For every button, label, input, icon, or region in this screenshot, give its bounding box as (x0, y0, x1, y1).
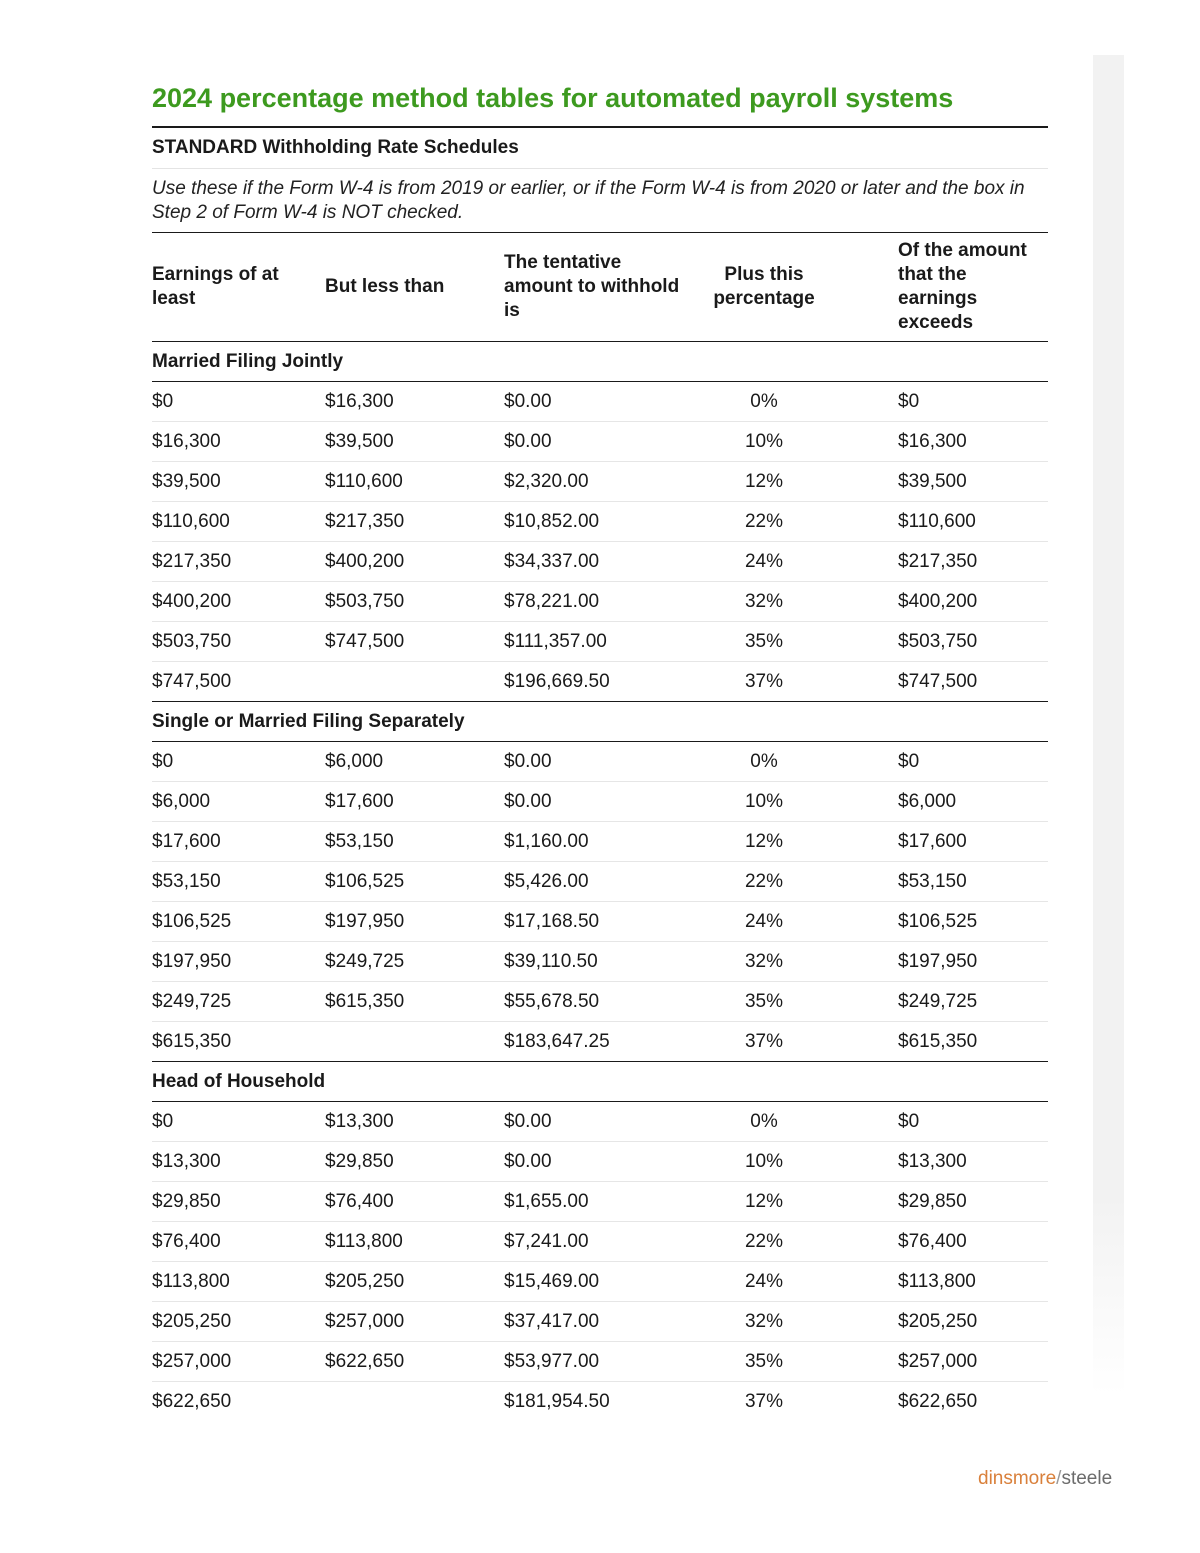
table-row (152, 1142, 1048, 1182)
cell-amount-exceeds: $0 (839, 1102, 1048, 1142)
table-row (152, 1102, 1048, 1142)
cell-but-less-than: $76,400 (325, 1182, 504, 1222)
cell-tentative-amount: $181,954.50 (504, 1390, 610, 1412)
cell-amount-exceeds: $400,200 (839, 582, 1048, 622)
table-row (152, 1382, 1048, 1422)
cell-percentage: 32% (689, 1302, 839, 1342)
cell-but-less-than: $747,500 (325, 622, 504, 662)
table-row (152, 1302, 1048, 1342)
usage-note: Use these if the Form W-4 is from 2019 or earlier, or if the Form W-4 is from 2020 or later and the box in Step 2 of Form W-4 is NOT checked. (152, 169, 1048, 233)
cell-amount-exceeds: $13,300 (839, 1142, 1048, 1182)
cell-tentative-amount: $39,110.50 (504, 942, 689, 982)
cell-amount-exceeds: $615,350 (839, 1022, 1048, 1062)
cell-percentage: 24% (689, 542, 839, 582)
cell-but-less-than: $110,600 (325, 462, 504, 502)
section-title: Single or Married Filing Separately (152, 702, 1048, 742)
cell-percentage: 22% (689, 1222, 839, 1262)
cell-earnings-at-least: $615,350 (152, 1022, 325, 1062)
cell-amount-exceeds: $257,000 (839, 1342, 1048, 1382)
cell-tentative-amount: $78,221.00 (504, 582, 689, 622)
cell-percentage: 35% (689, 982, 839, 1022)
cell-percentage: 0% (689, 742, 839, 782)
table-row (152, 502, 1048, 542)
cell-percentage: 24% (689, 1262, 839, 1302)
cell-percentage: 35% (689, 622, 839, 662)
cell-earnings-at-least: $0 (152, 382, 325, 422)
cell-amount-exceeds: $16,300 (839, 422, 1048, 462)
cell-tentative-amount: $1,655.00 (504, 1182, 689, 1222)
cell-percentage: 35% (689, 1342, 839, 1382)
cell-earnings-at-least: $400,200 (152, 582, 325, 622)
cell-amount-exceeds: $29,850 (839, 1182, 1048, 1222)
section-title: Head of Household (152, 1062, 1048, 1102)
cell-but-less-than: $17,600 (325, 782, 504, 822)
side-strip (1093, 55, 1124, 1395)
section-header-row (152, 702, 1048, 742)
table-row (152, 742, 1048, 782)
document (152, 80, 1048, 1421)
cell-but-less-than: $29,850 (325, 1142, 504, 1182)
cell-percentage: 0% (689, 382, 839, 422)
cell-percentage: 12% (689, 822, 839, 862)
cell-amount-exceeds: $113,800 (839, 1262, 1048, 1302)
table-row (152, 582, 1048, 622)
table-row (152, 982, 1048, 1022)
cell-but-less-than: $615,350 (325, 982, 504, 1022)
cell-percentage: 10% (689, 782, 839, 822)
cell-but-less-than: $197,950 (325, 902, 504, 942)
cell-earnings-at-least: $205,250 (152, 1302, 325, 1342)
cell-earnings-at-least: $6,000 (152, 782, 325, 822)
cell-tentative-amount: $55,678.50 (504, 982, 689, 1022)
cell-but-less-than: $503,750 (325, 582, 504, 622)
cell-tentative-amount: $0.00 (504, 1142, 689, 1182)
cell-earnings-at-least: $622,650 (152, 1390, 232, 1412)
cell-percentage: 22% (689, 502, 839, 542)
cell-but-less-than: $113,800 (325, 1222, 504, 1262)
cell-tentative-amount: $111,357.00 (504, 622, 689, 662)
cell-earnings-at-least: $113,800 (152, 1262, 325, 1302)
cell-earnings-at-least: $0 (152, 742, 325, 782)
cell-tentative-amount: $2,320.00 (504, 462, 689, 502)
column-header-tentative-amount: The tentative amount to withhold is (504, 233, 689, 342)
cell-but-less-than: $53,150 (325, 822, 504, 862)
cell-but-less-than: $217,350 (325, 502, 504, 542)
cell-earnings-at-least: $39,500 (152, 462, 325, 502)
table-row (152, 902, 1048, 942)
cell-but-less-than (325, 1382, 504, 1422)
cell-amount-exceeds: $17,600 (839, 822, 1048, 862)
table-row (152, 382, 1048, 422)
cell-tentative-amount: $196,669.50 (504, 662, 689, 702)
table-row (152, 422, 1048, 462)
cell-percentage: 37% (744, 1390, 784, 1412)
column-header-earnings-at-least: Earnings of at least (152, 233, 325, 342)
cell-earnings-at-least: $110,600 (152, 502, 325, 542)
cell-earnings-at-least: $17,600 (152, 822, 325, 862)
cell-percentage: 12% (689, 462, 839, 502)
withholding-table (152, 233, 1048, 1421)
cell-tentative-amount: $1,160.00 (504, 822, 689, 862)
cell-but-less-than: $6,000 (325, 742, 504, 782)
cell-earnings-at-least: $53,150 (152, 862, 325, 902)
section-header-row (152, 1062, 1048, 1102)
cell-amount-exceeds: $249,725 (839, 982, 1048, 1022)
cell-earnings-at-least: $249,725 (152, 982, 325, 1022)
table-row (152, 1222, 1048, 1262)
column-header-amount-exceeds: Of the amount that the earnings exceeds (839, 233, 1048, 342)
cell-percentage: 12% (689, 1182, 839, 1222)
table-row (152, 1022, 1048, 1062)
cell-earnings-at-least: $197,950 (152, 942, 325, 982)
table-row (152, 782, 1048, 822)
table-row (152, 1182, 1048, 1222)
cell-earnings-at-least: $217,350 (152, 542, 325, 582)
cell-amount-exceeds: $217,350 (839, 542, 1048, 582)
cell-amount-exceeds: $0 (839, 742, 1048, 782)
table-row (152, 1342, 1048, 1382)
cell-percentage: 22% (689, 862, 839, 902)
table-header-row (152, 233, 1048, 342)
cell-earnings-at-least: $16,300 (152, 422, 325, 462)
cell-earnings-at-least: $257,000 (152, 1342, 325, 1382)
cell-earnings-at-least: $76,400 (152, 1222, 325, 1262)
cell-amount-exceeds: $6,000 (839, 782, 1048, 822)
cell-percentage: 32% (689, 582, 839, 622)
cell-but-less-than: $205,250 (325, 1262, 504, 1302)
cell-percentage: 37% (689, 1022, 839, 1062)
cell-percentage: 10% (689, 1142, 839, 1182)
cell-amount-exceeds: $747,500 (839, 662, 1048, 702)
dinsmore-steele-logo: dinsmore/steele (978, 1468, 1113, 1489)
cell-but-less-than: $257,000 (325, 1302, 504, 1342)
cell-amount-exceeds: $53,150 (839, 862, 1048, 902)
cell-earnings-at-least: $106,525 (152, 902, 325, 942)
cell-amount-exceeds: $39,500 (839, 462, 1048, 502)
cell-but-less-than: $249,725 (325, 942, 504, 982)
cell-tentative-amount: $183,647.25 (504, 1022, 689, 1062)
cell-percentage: 32% (689, 942, 839, 982)
cell-percentage: 24% (689, 902, 839, 942)
cell-percentage: 10% (689, 422, 839, 462)
cell-but-less-than: $13,300 (325, 1102, 504, 1142)
cell-earnings-at-least: $29,850 (152, 1182, 325, 1222)
cell-but-less-than: $400,200 (325, 542, 504, 582)
cell-but-less-than: $622,650 (325, 1342, 504, 1382)
column-header-percentage: Plus this percentage (689, 233, 839, 342)
cell-but-less-than: $106,525 (325, 862, 504, 902)
cell-but-less-than: $39,500 (325, 422, 504, 462)
cell-tentative-amount: $34,337.00 (504, 542, 689, 582)
cell-tentative-amount: $0.00 (504, 422, 689, 462)
cell-tentative-amount: $17,168.50 (504, 902, 689, 942)
cell-amount-exceeds: $197,950 (839, 942, 1048, 982)
table-row (152, 822, 1048, 862)
column-header-but-less-than: But less than (325, 233, 504, 342)
table-row (152, 942, 1048, 982)
table-row (152, 462, 1048, 502)
cell-tentative-amount: $0.00 (504, 742, 689, 782)
cell-amount-exceeds: $76,400 (839, 1222, 1048, 1262)
schedule-subtitle: STANDARD Withholding Rate Schedules (152, 128, 1048, 169)
cell-amount-exceeds: $110,600 (839, 502, 1048, 542)
cell-amount-exceeds: $205,250 (839, 1302, 1048, 1342)
section-header-row (152, 342, 1048, 382)
cell-but-less-than (325, 1022, 504, 1062)
cell-amount-exceeds: $622,650 (898, 1390, 978, 1412)
cell-earnings-at-least: $0 (152, 1102, 325, 1142)
table-row (152, 862, 1048, 902)
table-row (152, 662, 1048, 702)
cell-but-less-than (325, 662, 504, 702)
cell-but-less-than: $16,300 (325, 382, 504, 422)
cell-tentative-amount: $37,417.00 (504, 1302, 689, 1342)
table-row (152, 1262, 1048, 1302)
cell-amount-exceeds: $503,750 (839, 622, 1048, 662)
cell-tentative-amount: $0.00 (504, 782, 689, 822)
section-title: Married Filing Jointly (152, 342, 1048, 382)
cell-percentage: 0% (689, 1102, 839, 1142)
cell-amount-exceeds: $0 (839, 382, 1048, 422)
table-row (152, 622, 1048, 662)
cell-tentative-amount: $0.00 (504, 382, 689, 422)
cell-tentative-amount: $10,852.00 (504, 502, 689, 542)
cell-amount-exceeds: $106,525 (839, 902, 1048, 942)
cell-tentative-amount: $53,977.00 (504, 1342, 689, 1382)
cell-tentative-amount: $7,241.00 (504, 1222, 689, 1262)
table-row (152, 542, 1048, 582)
cell-earnings-at-least: $13,300 (152, 1142, 325, 1182)
cell-percentage: 37% (689, 662, 839, 702)
cell-earnings-at-least: $747,500 (152, 662, 325, 702)
cell-earnings-at-least: $503,750 (152, 622, 325, 662)
cell-tentative-amount: $0.00 (504, 1102, 689, 1142)
cell-tentative-amount: $5,426.00 (504, 862, 689, 902)
page-title: 2024 percentage method tables for automated payroll systems (152, 80, 1048, 128)
cell-tentative-amount: $15,469.00 (504, 1262, 689, 1302)
